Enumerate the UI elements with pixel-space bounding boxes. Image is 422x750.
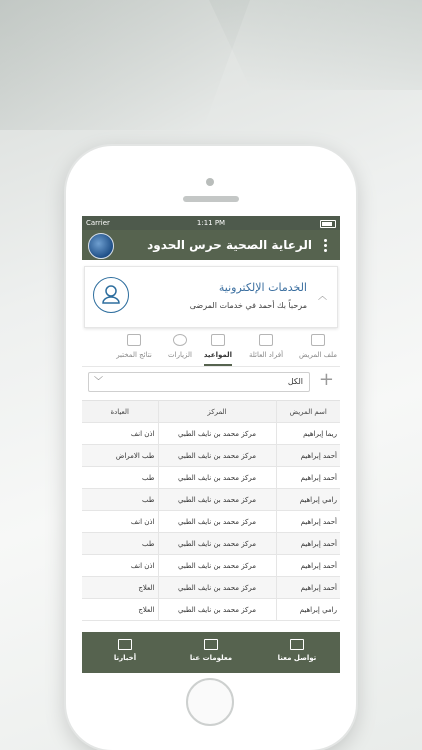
center-cell: مركز محمد بن نايف الطبي	[158, 533, 276, 555]
status-bar	[82, 216, 340, 230]
carrier-label: Carrier	[86, 219, 110, 227]
patient-cell: أحمد إبراهيم	[276, 577, 340, 599]
camera	[206, 178, 214, 186]
newspaper-icon	[118, 639, 132, 650]
kebab-menu-icon[interactable]	[324, 239, 328, 253]
app-screen	[82, 216, 340, 673]
clinic-cell: العلاج	[82, 599, 158, 621]
appointments-table	[82, 400, 340, 621]
table-row[interactable]	[82, 445, 340, 467]
tab-label: نتائج المختبر	[116, 351, 152, 359]
center-cell: مركز محمد بن نايف الطبي	[158, 423, 276, 445]
flask-icon	[127, 334, 141, 346]
filter-value: الكل	[287, 377, 303, 386]
home-button[interactable]	[186, 678, 234, 726]
table-row[interactable]	[82, 599, 340, 621]
calendar-icon	[211, 334, 225, 346]
tab-label: الزيارات	[168, 351, 192, 359]
tab-visits[interactable]	[160, 332, 200, 366]
tab-appointments[interactable]	[198, 332, 238, 366]
center-cell: مركز محمد بن نايف الطبي	[158, 489, 276, 511]
tab-label: المواعيد	[203, 351, 233, 359]
patient-cell: أحمد إبراهيم	[276, 511, 340, 533]
card-title: الخدمات الإلكترونية	[218, 281, 307, 294]
patient-cell: رامي إبراهيم	[276, 489, 340, 511]
patient-cell: أحمد إبراهيم	[276, 467, 340, 489]
table-row[interactable]	[82, 489, 340, 511]
table-row[interactable]	[82, 577, 340, 599]
chevron-down-icon: ﹀	[94, 377, 104, 387]
patient-cell: أحمد إبراهيم	[276, 555, 340, 577]
envelope-icon	[290, 639, 304, 650]
center-cell: مركز محمد بن نايف الطبي	[158, 599, 276, 621]
patient-cell: أحمد إبراهيم	[276, 533, 340, 555]
app-logo	[88, 233, 114, 259]
folder-icon	[311, 334, 325, 346]
contact-us-button[interactable]	[254, 632, 340, 673]
patient-cell: رامي إبراهيم	[276, 599, 340, 621]
patient-cell: أحمد إبراهيم	[276, 445, 340, 467]
clinic-cell: اذن انف	[82, 555, 158, 577]
table-row[interactable]	[82, 511, 340, 533]
section-tabs	[82, 332, 340, 367]
battery-icon	[320, 220, 336, 228]
center-cell: مركز محمد بن نايف الطبي	[158, 577, 276, 599]
bottom-tab-bar	[82, 632, 340, 673]
background-shape	[209, 0, 422, 90]
tab-label: أفراد العائلة	[248, 351, 284, 359]
filter-dropdown[interactable]	[88, 372, 310, 392]
tab-patient-file[interactable]	[298, 332, 338, 366]
table-row[interactable]	[82, 533, 340, 555]
clinic-cell: طب الامراض	[82, 445, 158, 467]
table-header-row	[82, 401, 340, 423]
tab-label: ملف المريض	[298, 351, 338, 359]
clinic-cell: اذن انف	[82, 511, 158, 533]
about-label: معلومات عنا	[189, 654, 233, 662]
clinic-cell: اذن انف	[82, 423, 158, 445]
table-row[interactable]	[82, 467, 340, 489]
clinic-cell: طب	[82, 533, 158, 555]
patient-cell: ريما إبراهيم	[276, 423, 340, 445]
center-cell: مركز محمد بن نايف الطبي	[158, 555, 276, 577]
clock-icon	[173, 334, 187, 346]
clinic-cell: طب	[82, 489, 158, 511]
about-us-button[interactable]	[168, 632, 254, 673]
welcome-card	[84, 266, 338, 328]
card-subtitle: مرحباً بك أحمد في خدمات المرضى	[189, 301, 307, 310]
news-button[interactable]	[82, 632, 168, 673]
center-cell: مركز محمد بن نايف الطبي	[158, 445, 276, 467]
speaker	[183, 196, 239, 202]
phone-frame	[66, 146, 356, 750]
family-icon	[259, 334, 273, 346]
app-header	[82, 230, 340, 260]
add-icon[interactable]: +	[318, 369, 334, 390]
status-time: 1:11 PM	[196, 219, 226, 227]
tab-family-members[interactable]	[246, 332, 286, 366]
app-title: الرعاية الصحية حرس الحدود	[147, 238, 312, 252]
table-row[interactable]	[82, 555, 340, 577]
chevron-up-icon[interactable]: ︿	[317, 292, 327, 302]
user-avatar-icon[interactable]	[93, 277, 129, 313]
clinic-cell: طب	[82, 467, 158, 489]
clinic-cell: العلاج	[82, 577, 158, 599]
column-header: العيادة	[82, 401, 158, 423]
tab-lab-results[interactable]	[114, 332, 154, 366]
question-icon	[204, 639, 218, 650]
center-cell: مركز محمد بن نايف الطبي	[158, 467, 276, 489]
column-header: اسم المريض	[276, 401, 340, 423]
contact-label: تواصل معنا	[277, 654, 317, 662]
column-header: المركز	[158, 401, 276, 423]
center-cell: مركز محمد بن نايف الطبي	[158, 511, 276, 533]
news-label: أخبارنا	[113, 654, 137, 662]
table-row[interactable]	[82, 423, 340, 445]
